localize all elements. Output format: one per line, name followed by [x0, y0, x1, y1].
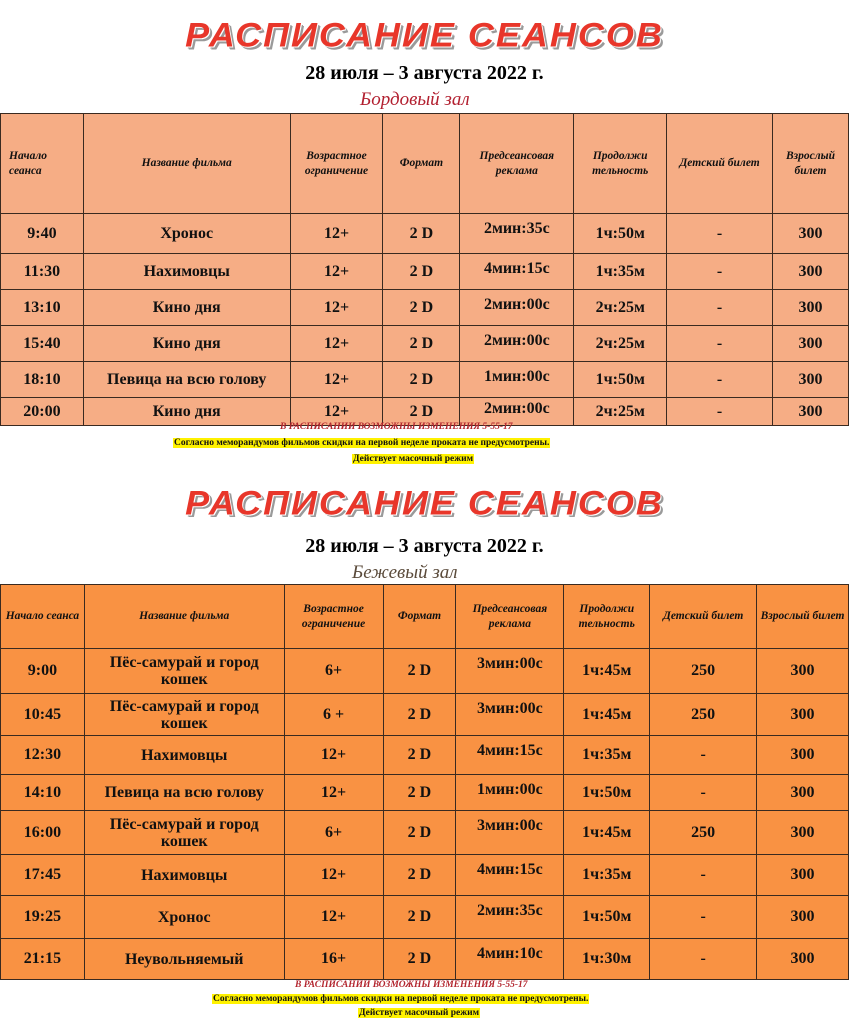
cell-child: - — [650, 736, 757, 775]
header-start: Начало сеанса — [1, 114, 84, 214]
cell-start: 13:10 — [1, 290, 84, 326]
cell-age: 12+ — [290, 254, 383, 290]
cell-ad: 2мин:00с — [460, 326, 574, 362]
cell-duration: 1ч:30м — [564, 939, 650, 980]
header-format: Формат — [383, 585, 456, 649]
table-row — [1, 326, 849, 362]
cell-start: 12:30 — [1, 736, 85, 775]
cell-film: Нахимовцы — [83, 254, 290, 290]
cell-start: 11:30 — [1, 254, 84, 290]
cell-ad: 1мин:00с — [460, 362, 574, 398]
header-ad: Предсеансовая реклама — [460, 114, 574, 214]
cell-duration: 1ч:35м — [564, 855, 650, 896]
cell-start: 20:00 — [1, 398, 84, 426]
cell-format: 2 D — [383, 649, 456, 694]
table-row — [1, 649, 849, 694]
cell-adult: 300 — [773, 362, 849, 398]
table-row — [1, 290, 849, 326]
header-start: Начало сеанса — [1, 585, 85, 649]
table-row — [1, 855, 849, 896]
table-row — [1, 775, 849, 811]
cell-film: Неувольняемый — [84, 939, 284, 980]
schedule-2-table — [0, 584, 849, 980]
schedule-1-mask-note: Действует масочный режим — [353, 454, 474, 464]
cell-age: 16+ — [284, 939, 383, 980]
cell-child: 250 — [650, 694, 757, 736]
cell-adult: 300 — [757, 775, 849, 811]
cell-format: 2 D — [383, 896, 456, 939]
schedule-2-dates: 28 июля – 3 августа 2022 г. — [305, 535, 544, 557]
cell-ad: 2мин:35с — [460, 214, 574, 254]
cell-duration: 2ч:25м — [574, 326, 667, 362]
cell-age: 12+ — [284, 896, 383, 939]
schedule-2-mask-note: Действует масочный режим — [359, 1008, 480, 1018]
header-age: Возрастное ограничение — [284, 585, 383, 649]
cell-duration: 1ч:45м — [564, 694, 650, 736]
cell-adult: 300 — [757, 811, 849, 855]
cell-format: 2 D — [383, 855, 456, 896]
cell-format: 2 D — [383, 775, 456, 811]
header-ad: Предсеансовая реклама — [456, 585, 564, 649]
cell-film: Кино дня — [83, 290, 290, 326]
schedule-1-dates: 28 июля – 3 августа 2022 г. — [305, 62, 544, 84]
table-row — [1, 896, 849, 939]
cell-film: Хронос — [83, 214, 290, 254]
cell-start: 19:25 — [1, 896, 85, 939]
cell-child: - — [667, 214, 773, 254]
table-header-row — [1, 114, 849, 214]
cell-duration: 1ч:45м — [564, 811, 650, 855]
table-row — [1, 214, 849, 254]
cell-start: 16:00 — [1, 811, 85, 855]
cell-child: - — [650, 775, 757, 811]
cell-film: Нахимовцы — [84, 736, 284, 775]
header-child: Детский билет — [650, 585, 757, 649]
cell-child: - — [667, 254, 773, 290]
table-header-row — [1, 585, 849, 649]
cell-child: - — [667, 398, 773, 426]
cell-child: - — [667, 362, 773, 398]
header-film: Название фильма — [84, 585, 284, 649]
cell-start: 17:45 — [1, 855, 85, 896]
schedule-1-memo-note: Согласно меморандумов фильмов скидки на первой неделе проката не предусмотрены. — [174, 438, 550, 448]
cell-start: 14:10 — [1, 775, 85, 811]
cell-ad: 4мин:15с — [456, 855, 564, 896]
cell-adult: 300 — [757, 694, 849, 736]
cell-film: Певица на всю голову — [83, 362, 290, 398]
header-adult: Взрослый билет — [757, 585, 849, 649]
cell-adult: 300 — [757, 939, 849, 980]
cell-duration: 1ч:50м — [574, 362, 667, 398]
table-row — [1, 254, 849, 290]
cell-age: 6+ — [284, 649, 383, 694]
cell-adult: 300 — [757, 855, 849, 896]
cell-format: 2 D — [383, 398, 460, 426]
cell-age: 12+ — [284, 775, 383, 811]
cell-duration: 1ч:35м — [574, 254, 667, 290]
cell-start: 9:40 — [1, 214, 84, 254]
cell-duration: 2ч:25м — [574, 398, 667, 426]
table-row — [1, 811, 849, 855]
cell-child: - — [650, 855, 757, 896]
cell-film: Певица на всю голову — [84, 775, 284, 811]
cell-age: 12+ — [290, 290, 383, 326]
cell-adult: 300 — [773, 254, 849, 290]
cell-child: - — [650, 896, 757, 939]
cell-ad: 4мин:10с — [456, 939, 564, 980]
cell-ad: 4мин:15с — [456, 736, 564, 775]
cell-duration: 1ч:50м — [564, 775, 650, 811]
cell-film: Кино дня — [83, 326, 290, 362]
cell-format: 2 D — [383, 254, 460, 290]
cell-child: 250 — [650, 649, 757, 694]
table-row — [1, 736, 849, 775]
header-duration: Продолжи тельность — [564, 585, 650, 649]
cell-duration: 1ч:50м — [564, 896, 650, 939]
schedule-2-hall: Бежевый зал — [352, 562, 458, 583]
cell-ad: 3мин:00с — [456, 811, 564, 855]
cell-adult: 300 — [773, 214, 849, 254]
cell-format: 2 D — [383, 290, 460, 326]
cell-duration: 2ч:25м — [574, 290, 667, 326]
cell-start: 18:10 — [1, 362, 84, 398]
cell-child: - — [650, 939, 757, 980]
cell-duration: 1ч:45м — [564, 649, 650, 694]
cell-start: 10:45 — [1, 694, 85, 736]
cell-format: 2 D — [383, 736, 456, 775]
cell-age: 12+ — [290, 362, 383, 398]
cell-format: 2 D — [383, 694, 456, 736]
cell-ad: 2мин:35с — [456, 896, 564, 939]
cell-start: 15:40 — [1, 326, 84, 362]
cell-start: 9:00 — [1, 649, 85, 694]
schedule-1-hall: Бордовый зал — [360, 89, 470, 110]
schedule-1-title: РАСПИСАНИЕ СЕАНСОВ — [185, 15, 664, 54]
cell-film: Нахимовцы — [84, 855, 284, 896]
cell-film: Пёс-самурай и город кошек — [84, 811, 284, 855]
cell-age: 6 + — [284, 694, 383, 736]
cell-format: 2 D — [383, 326, 460, 362]
cell-film: Хронос — [84, 896, 284, 939]
cell-format: 2 D — [383, 811, 456, 855]
cell-age: 12+ — [290, 214, 383, 254]
schedule-1-table — [0, 113, 849, 426]
cell-adult: 300 — [757, 649, 849, 694]
schedule-2-changes-note: В РАСПИСАНИИ ВОЗМОЖНЫ ИЗМЕНЕНИЯ 5-55-17 — [295, 980, 528, 990]
cell-ad: 3мин:00с — [456, 649, 564, 694]
table-row — [1, 939, 849, 980]
cell-film: Кино дня — [83, 398, 290, 426]
cell-start: 21:15 — [1, 939, 85, 980]
table-row — [1, 694, 849, 736]
cell-age: 12+ — [284, 736, 383, 775]
cell-age: 12+ — [284, 855, 383, 896]
table-row — [1, 362, 849, 398]
cell-duration: 1ч:50м — [574, 214, 667, 254]
header-film: Название фильма — [83, 114, 290, 214]
cell-ad: 3мин:00с — [456, 694, 564, 736]
cell-age: 12+ — [290, 398, 383, 426]
header-age: Возрастное ограничение — [290, 114, 383, 214]
cell-film: Пёс-самурай и город кошек — [84, 694, 284, 736]
schedule-2-memo-note: Согласно меморандумов фильмов скидки на первой неделе проката не предусмотрены. — [213, 994, 589, 1004]
cell-ad: 2мин:00с — [460, 398, 574, 426]
schedule-2-title: РАСПИСАНИЕ СЕАНСОВ — [185, 483, 664, 522]
cell-adult: 300 — [757, 896, 849, 939]
cell-ad: 4мин:15с — [460, 254, 574, 290]
cell-adult: 300 — [757, 736, 849, 775]
cell-adult: 300 — [773, 290, 849, 326]
cell-ad: 2мин:00с — [460, 290, 574, 326]
cell-child: - — [667, 290, 773, 326]
header-duration: Продолжи тельность — [574, 114, 667, 214]
cell-format: 2 D — [383, 214, 460, 254]
cell-child: - — [667, 326, 773, 362]
cell-adult: 300 — [773, 326, 849, 362]
cell-format: 2 D — [383, 362, 460, 398]
cell-duration: 1ч:35м — [564, 736, 650, 775]
cell-age: 12+ — [290, 326, 383, 362]
cell-format: 2 D — [383, 939, 456, 980]
header-child: Детский билет — [667, 114, 773, 214]
header-format: Формат — [383, 114, 460, 214]
schedule-1-changes-note: В РАСПИСАНИИ ВОЗМОЖНЫ ИЗМЕНЕНИЯ 5-55-17 — [280, 422, 513, 432]
cell-child: 250 — [650, 811, 757, 855]
cell-adult: 300 — [773, 398, 849, 426]
cell-film: Пёс-самурай и город кошек — [84, 649, 284, 694]
header-adult: Взрослый билет — [773, 114, 849, 214]
cell-ad: 1мин:00с — [456, 775, 564, 811]
cell-age: 6+ — [284, 811, 383, 855]
